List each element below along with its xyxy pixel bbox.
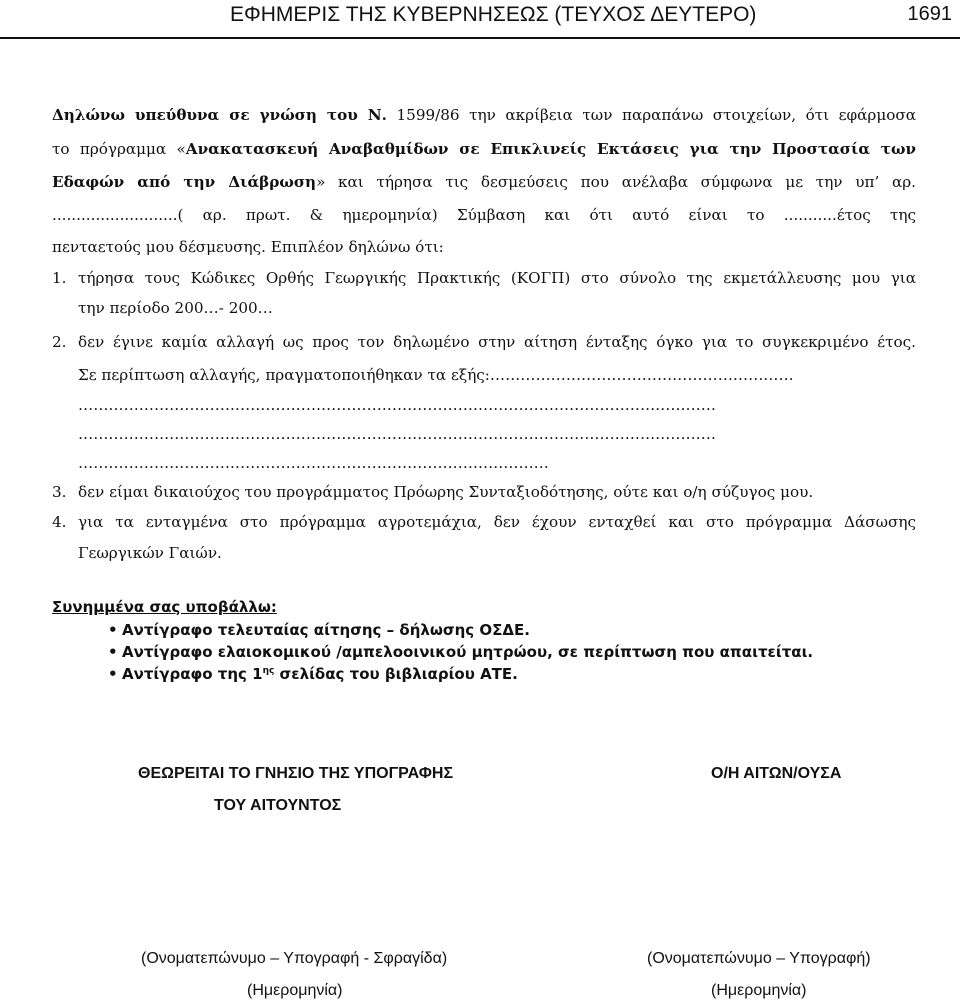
declaration-line-4: ..........................( αρ. πρωτ. & ημερομηνία) Σύμβαση και ότι αυτό είναι το ...........έτος της xyxy=(52,206,916,224)
programme-name-end: Εδαφών από την Διάβρωση xyxy=(52,173,317,191)
declaration-text: » και τήρησα τις δεσμεύσεις που ανέλαβα σύμφωνα με την υπ’ αρ. xyxy=(316,173,916,191)
bullet-icon: • xyxy=(108,643,118,661)
declaration-line-1 xyxy=(52,106,916,124)
bullet-icon: • xyxy=(108,665,118,683)
right-signature-line: (Ονοματεπώνυμο – Υπογραφή) xyxy=(647,950,871,967)
attachment-label: Αντίγραφο της 1 xyxy=(122,665,263,683)
right-date-line: (Ημερομηνία) xyxy=(711,982,807,999)
item-1-line-2: την περίοδο 200…- 200… xyxy=(78,299,273,317)
item-2-line-4: ……………………………………………………………………………………………………………… xyxy=(78,425,716,443)
attachment-label: σελίδας του βιβλιαρίου ΑΤΕ. xyxy=(274,665,518,683)
item-4-line-1: για τα ενταγμένα στο πρόγραμμα αγροτεμάχια, δεν έχουν ενταχθεί και στο πρόγραμμα Δάσωσης xyxy=(78,513,916,531)
page-number: 1691 xyxy=(907,3,952,25)
item-2-line-2: Σε περίπτωση αλλαγής, πραγματοποιήθηκαν τα εξής:…………………………………………………… xyxy=(78,366,794,384)
item-3-number: 3. xyxy=(52,483,67,501)
item-2-number: 2. xyxy=(52,333,67,351)
item-1-number: 1. xyxy=(52,269,67,287)
item-1-line-1: τήρησα τους Κώδικες Ορθής Γεωργικής Πρακτικής (ΚΟΓΠ) στο σύνολο της εκμετάλλευσης μου για xyxy=(78,269,916,287)
attachment-item xyxy=(108,621,530,639)
bullet-icon: • xyxy=(108,621,118,639)
certification-title-2: ΤΟΥ ΑΙΤΟΥΝΤΟΣ xyxy=(214,797,342,814)
attachment-item xyxy=(108,643,814,661)
item-3-line-1: δεν είμαι δικαιούχος του προγράμματος Πρόωρης Συνταξιοδότησης, ούτε και ο/η σύζυγος μου. xyxy=(78,483,814,501)
item-2-line-1: δεν έγινε καμία αλλαγή ως προς τον δηλωμένο στην αίτηση ένταξης όγκο για το συγκεκριμένο έτος. xyxy=(78,333,916,351)
page-header xyxy=(0,0,960,38)
gazette-title: ΕΦΗΜΕΡΙΣ ΤΗΣ ΚΥΒΕΡΝΗΣΕΩΣ (ΤΕΥΧΟΣ ΔΕΥΤΕΡΟ) xyxy=(230,3,757,26)
item-2-line-5: ………………………………………………………………………………… xyxy=(78,454,549,472)
declaration-text: 1599/86 την ακρίβεια των παραπάνω στοιχείων, ότι εφάρμοσα xyxy=(386,106,916,124)
programme-name: Ανακατασκευή Αναβαθμίδων σε Επικλινείς Εκτάσεις για την Προστασία των xyxy=(185,140,916,158)
header-rule xyxy=(0,37,960,39)
declaration-line-5: πενταετούς μου δέσμευσης. Επιπλέον δηλώνω ότι: xyxy=(52,238,444,256)
item-4-number: 4. xyxy=(52,513,67,531)
attachment-label: Αντίγραφο ελαιοκομικού /αμπελοοινικού μητρώου, σε περίπτωση που απαιτείται. xyxy=(122,643,814,661)
declaration-text: το πρόγραμμα « xyxy=(52,140,186,158)
declaration-line-3 xyxy=(52,173,916,191)
left-date-line: (Ημερομηνία) xyxy=(247,982,343,999)
applicant-title: Ο/Η ΑΙΤΩΝ/ΟΥΣΑ xyxy=(711,765,842,782)
item-2-line-3: ……………………………………………………………………………………………………………… xyxy=(78,396,716,414)
left-signature-line: (Ονοματεπώνυμο – Υπογραφή - Σφραγίδα) xyxy=(141,950,448,967)
declaration-line-2 xyxy=(52,140,916,158)
attachment-item xyxy=(108,665,518,683)
attachment-label: Αντίγραφο τελευταίας αίτησης – δήλωσης ΟΣΔΕ. xyxy=(122,621,530,639)
certification-title: ΘΕΩΡΕΙΤΑΙ ΤΟ ΓΝΗΣΙΟ ΤΗΣ ΥΠΟΓΡΑΦΗΣ xyxy=(138,765,454,782)
item-4-line-2: Γεωργικών Γαιών. xyxy=(78,544,222,562)
ordinal-suffix: ης xyxy=(262,666,275,676)
attachments-title: Συνημμένα σας υποβάλλω: xyxy=(52,598,277,616)
declaration-bold-lead: Δηλώνω υπεύθυνα σε γνώση του Ν. xyxy=(52,106,387,124)
